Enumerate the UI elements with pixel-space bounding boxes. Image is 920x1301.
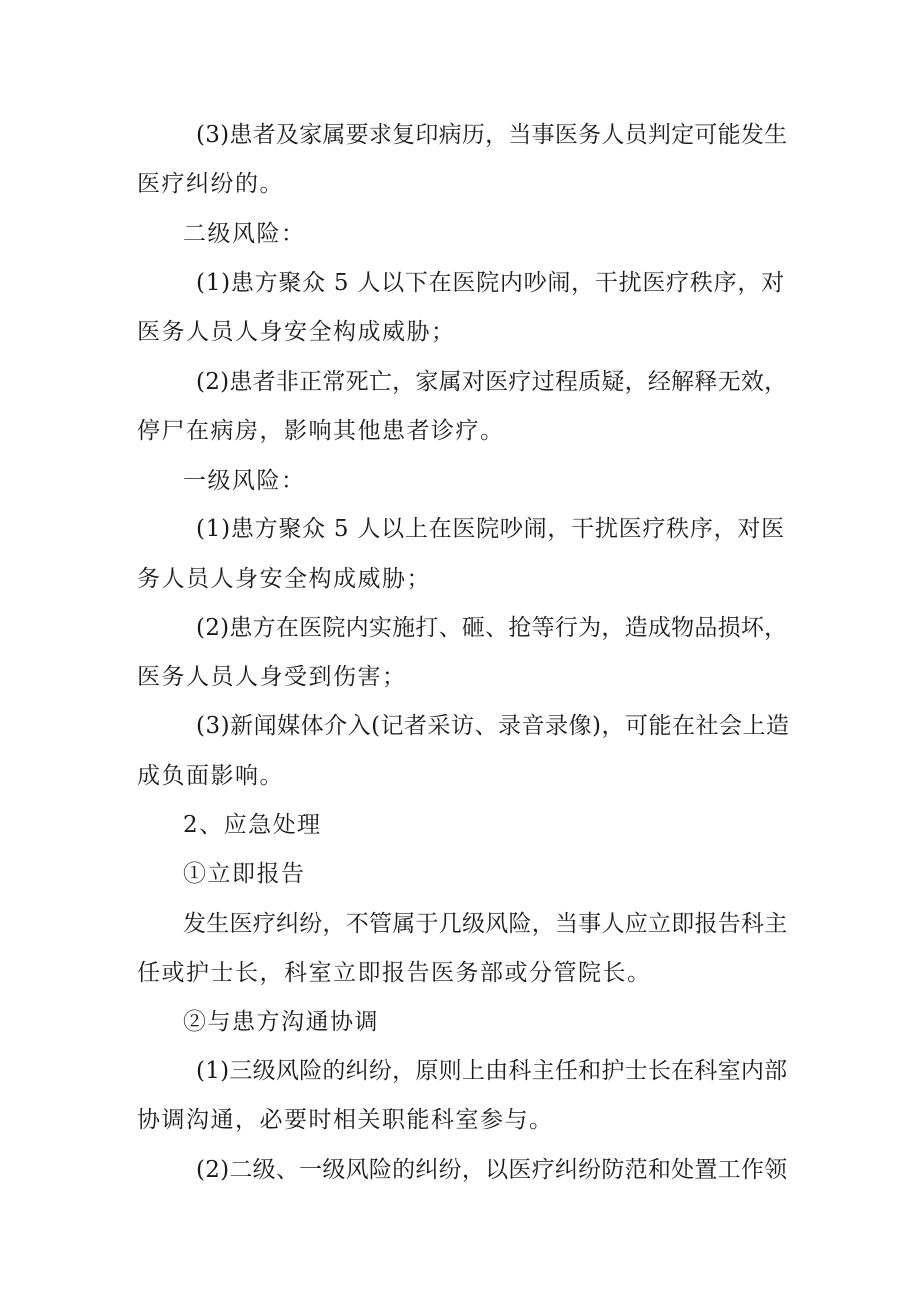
text-line: (2)患者非正常死亡，家属对医疗过程质疑，经解释无效， <box>196 369 788 395</box>
text-line: 成负面影响。 <box>137 763 284 789</box>
text-line: 协调沟通，必要时相关职能科室参与。 <box>137 1107 554 1133</box>
text-line: (1)患方聚众 5 人以下在医院内吵闹，干扰医疗秩序，对 <box>196 270 785 296</box>
text-line: (2)二级、一级风险的纠纷，以医疗纠纷防范和处置工作领 <box>196 1157 788 1183</box>
section-heading: 二级风险： <box>183 221 306 247</box>
text-line: (2)患方在医院内实施打、砸、抢等行为，造成物品损坏， <box>196 615 788 641</box>
text-line: 务人员人身安全构成威胁； <box>137 566 431 592</box>
text-line: (1)三级风险的纠纷，原则上由科主任和护士长在科室内部 <box>196 1058 788 1084</box>
subsection-heading: ②与患方沟通协调 <box>183 1009 379 1035</box>
section-heading: 一级风险： <box>183 468 306 494</box>
text-line: (3)患者及家属要求复印病历，当事医务人员判定可能发生 <box>196 122 788 148</box>
text-line: 停尸在病房，影响其他患者诊疗。 <box>137 418 505 444</box>
text-line: 任或护士长，科室立即报告医务部或分管院长。 <box>137 960 652 986</box>
text-line: 医务人员人身安全构成威胁； <box>137 319 456 345</box>
text-line: (3)新闻媒体介入(记者采访、录音录像)，可能在社会上造 <box>196 713 790 739</box>
text-line: 医疗纠纷的。 <box>137 171 284 197</box>
section-heading: 2、应急处理 <box>183 812 322 838</box>
text-line: (1)患方聚众 5 人以上在医院吵闹，干扰医疗秩序，对医 <box>196 516 785 542</box>
text-line: 医务人员人身受到伤害； <box>137 664 407 690</box>
text-line: 发生医疗纠纷，不管属于几级风险，当事人应立即报告科主 <box>183 911 788 937</box>
subsection-heading: ①立即报告 <box>183 861 306 887</box>
